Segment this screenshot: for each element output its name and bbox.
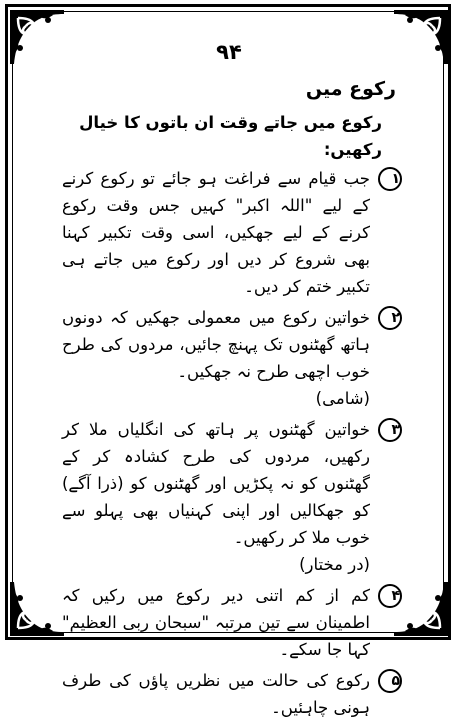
point-number-badge: ۴ — [378, 584, 402, 608]
point-number-badge: ۱ — [378, 167, 402, 191]
corner-ornament-icon — [8, 580, 66, 638]
point-text: خواتین رکوع میں معمولی جھکیں کہ دونوں ہاتھ گھٹنوں تک پہنچ جائیں، مردوں کی طرح خوب اچھی طرح نہ جھکیں۔ — [62, 308, 370, 381]
list-item — [62, 582, 404, 663]
point-reference: (در مختار) — [299, 555, 370, 574]
point-number-badge: ۳ — [378, 418, 402, 442]
page-number: ۹۴ — [216, 40, 242, 64]
point-text: خواتین گھٹنوں پر ہاتھ کی انگلیاں ملا کر رکھیں، مردوں کی طرح کشادہ کر کے گھٹنوں کو نہ پکڑیں اور گھٹنوں کو (ذرا آگے) کو جھکالیں اور اپنی کہنیاں بھی پہلو سے خوب ملا کر رکھیں۔ — [62, 420, 370, 547]
list-item — [62, 165, 404, 300]
point-text: رکوع کی حالت میں نظریں پاؤں کی طرف ہونی چاہئیں۔ — [62, 671, 370, 717]
point-number-badge: ۵ — [378, 669, 402, 693]
point-text: کم از کم اتنی دیر رکوع میں رکیں کہ اطمینان سے تین مرتبہ "سبحان ربی العظیم" کہا جا سکے۔ — [62, 586, 370, 659]
section-intro: رکوع میں جاتے وقت ان باتوں کا خیال رکھیں: — [79, 113, 382, 159]
page-content — [62, 76, 404, 725]
point-text: جب قیام سے فراغت ہو جائے تو رکوع کرنے کے لیے "اللہ اکبر" کہیں جس وقت رکوع کرنے کے لیے جھکیں، اسی وقت تکبیر کہنا بھی شروع کر دیں اور رکوع میں جاتے ہی تکبیر ختم کر دیں۔ — [62, 169, 370, 296]
list-item — [62, 667, 404, 721]
point-number-badge: ۲ — [378, 306, 402, 330]
point-reference: (شامی) — [315, 389, 370, 408]
list-item — [62, 416, 404, 578]
list-item — [62, 304, 404, 412]
section-heading: رکوع میں — [305, 78, 396, 100]
